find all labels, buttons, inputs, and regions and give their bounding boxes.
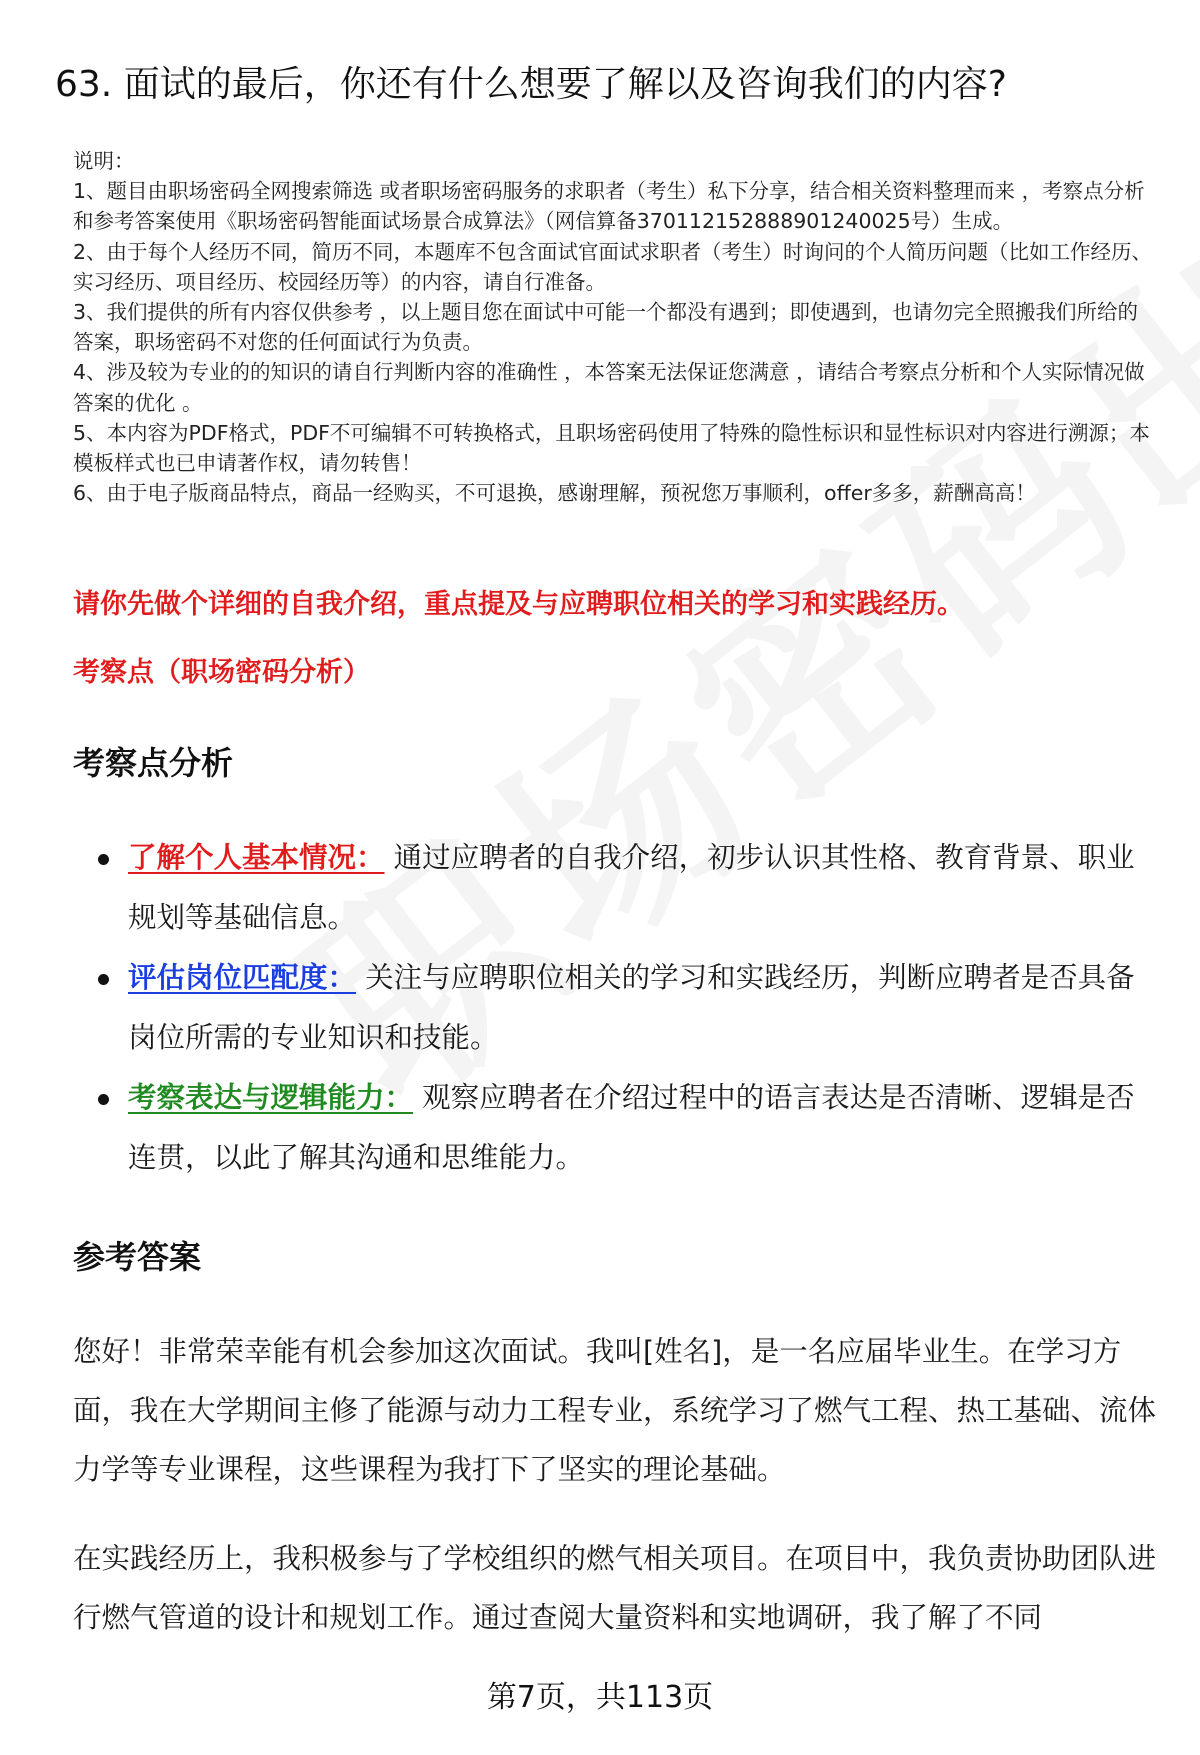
notes-block (73, 146, 1158, 508)
analysis-section-title: 考察点分析 (73, 744, 234, 782)
answer-paragraph: 在实践经历上，我积极参与了学校组织的燃气相关项目。在项目中，我负责协助团队进行燃气管道的设计和规划工作。通过查阅大量资料和实地调研，我了解了不同 (73, 1542, 1157, 1634)
prompt-subheading: 考察点（职场密码分析） (73, 657, 370, 688)
bullet-icon (98, 1094, 109, 1105)
answer-paragraph: 您好！非常荣幸能有机会参加这次面试。我叫[姓名]，是一名应届毕业生。在学习方面，我在大学期间主修了能源与动力工程专业，系统学习了燃气工程、热工基础、流体力学等专业课程，这些课程为我打下了坚实的理论基础。 (73, 1335, 1157, 1486)
point-keyword: 了解个人基本情况： (128, 841, 385, 874)
point-keyword: 评估岗位匹配度： (128, 961, 357, 994)
question-title: 63. 面试的最后，你还有什么想要了解以及咨询我们的内容? (55, 64, 1007, 105)
prompt-heading: 请你先做个详细的自我介绍，重点提及与应聘职位相关的学习和实践经历。 (73, 589, 964, 620)
answer-body (73, 1322, 1158, 1677)
notes-line: 说明： (73, 149, 135, 173)
notes-line: 4、涉及较为专业的的知识的请自行判断内容的准确性 ，本答案无法保证您满意 ，请结合考察点分析和个人实际情况做答案的优化 。 (73, 360, 1145, 415)
point-keyword: 考察表达与逻辑能力： (128, 1081, 414, 1114)
point-text: 关注与应聘职位相关的学习和实践经历，判断应聘者是否具备岗位所需的专业知识和技能。 (128, 961, 1135, 1054)
notes-line: 6、由于电子版商品特点，商品一经购买，不可退换，感谢理解，预祝您万事顺利，offer多多，薪酬高高！ (73, 481, 1036, 506)
notes-line: 2、由于每个人经历不同，简历不同，本题库不包含面试官面试求职者（考生）时询问的个人简历问题（比如工作经历、实习经历、项目经历、校园经历等）的内容，请自行准备。 (73, 239, 1153, 294)
analysis-point (95, 828, 1155, 948)
bullet-icon (98, 974, 109, 985)
analysis-points-list (95, 828, 1155, 1188)
answer-section-title: 参考答案 (73, 1238, 202, 1276)
point-text: 观察应聘者在介绍过程中的语言表达是否清晰、逻辑是否连贯，以此了解其沟通和思维能力。 (128, 1081, 1135, 1174)
bullet-icon (98, 854, 109, 865)
page-number: 第7页，共113页 (486, 1680, 714, 1715)
point-text: 通过应聘者的自我介绍，初步认识其性格、教育背景、职业规划等基础信息。 (128, 841, 1135, 934)
analysis-point (95, 1068, 1155, 1188)
analysis-point (95, 948, 1155, 1068)
notes-line: 5、本内容为PDF格式，PDF不可编辑不可转换格式，且职场密码使用了特殊的隐性标识和显性标识对内容进行溯源；本模板样式也已申请著作权，请勿转售！ (73, 420, 1150, 476)
notes-line: 3、我们提供的所有内容仅供参考 ，以上题目您在面试中可能一个都没有遇到；即使遇到，也请勿完全照搬我们所给的答案，职场密码不对您的任何面试行为负责。 (73, 300, 1139, 355)
notes-line: 1、题目由职场密码全网搜索筛选 或者职场密码服务的求职者（考生）私下分享，结合相关资料整理而来 ，考察点分析和参考答案使用《职场密码智能面试场景合成算法》（网信算备370112152888901240025号）生成。 (73, 179, 1145, 234)
